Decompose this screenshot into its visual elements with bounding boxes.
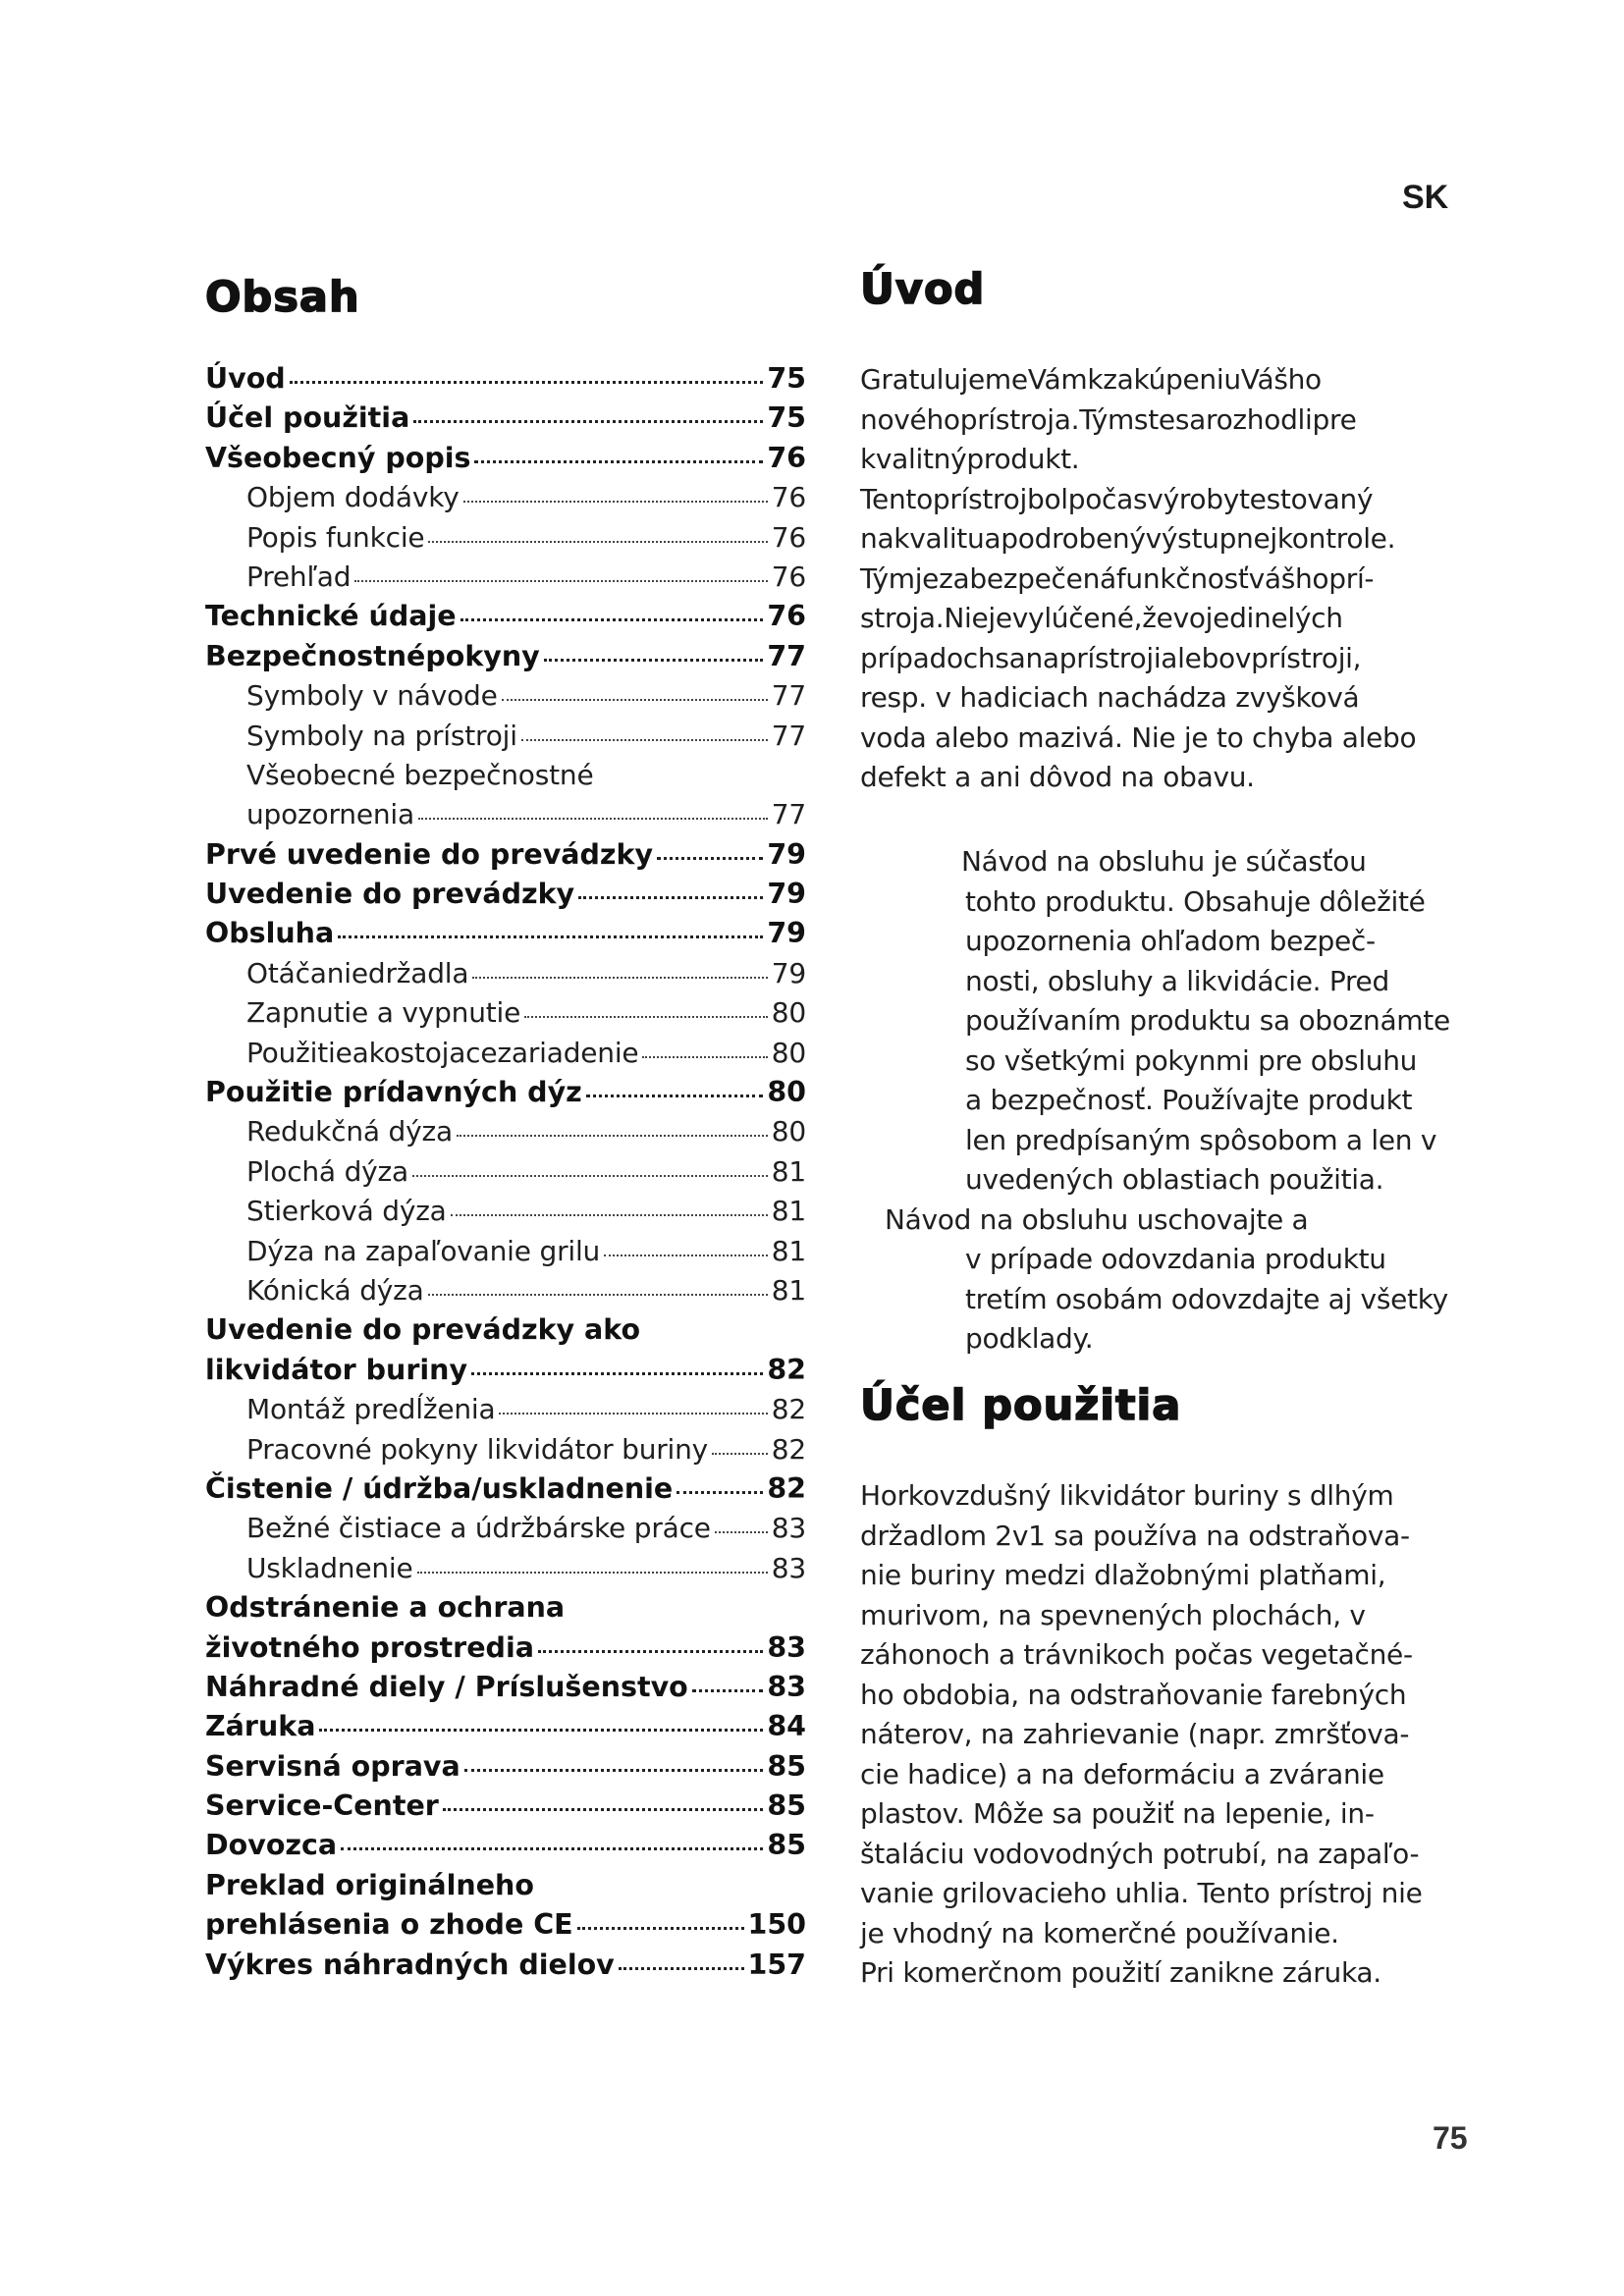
toc-subentry xyxy=(205,558,806,597)
toc-entry xyxy=(205,1787,806,1826)
toc-page-number: 76 xyxy=(767,600,806,633)
toc-page-number: 80 xyxy=(771,1115,806,1148)
toc-page-number: 150 xyxy=(747,1908,806,1942)
text-line: a bezpečnosť. Používajte produkt xyxy=(965,1084,1413,1116)
manual-notice-paragraph xyxy=(860,842,1450,1360)
toc-subentry xyxy=(205,1034,806,1073)
dot-leader xyxy=(474,460,763,463)
toc-entry-title: Záruka xyxy=(205,1710,316,1743)
text-line: Týmjezabezpečenáfunkčnosťvášhoprí- xyxy=(860,561,1375,595)
toc-entry xyxy=(205,1707,806,1746)
text-line: cie hadice) a na deformáciu a zváranie xyxy=(860,1757,1384,1790)
text-line: ho obdobia, na odstraňovanie farebných xyxy=(860,1678,1407,1711)
toc-subentry xyxy=(205,993,806,1033)
purpose-heading: Účel použitia xyxy=(860,1381,1182,1430)
toc-page-number: 84 xyxy=(767,1710,806,1743)
toc-entry-title: Service-Center xyxy=(205,1789,439,1823)
dot-leader xyxy=(577,1927,744,1930)
dot-leader xyxy=(412,1175,768,1177)
text-line: novéhoprístroja.Týmstesarozhodlipre xyxy=(860,402,1357,436)
toc-entry xyxy=(205,1073,806,1112)
toc-page-number: 76 xyxy=(771,481,806,514)
dot-leader xyxy=(499,1413,767,1415)
toc-page-number: 75 xyxy=(767,362,806,395)
toc-entry-title: Popis funkcie xyxy=(246,520,425,554)
toc-entry-title: Všeobecný popis xyxy=(205,441,471,474)
text-line: štaláciu vodovodných potrubí, na zapaľo- xyxy=(860,1837,1420,1870)
toc-page-number: 80 xyxy=(771,996,806,1030)
dot-leader xyxy=(521,739,768,741)
text-line: plastov. Môže sa použiť na lepenie, in- xyxy=(860,1797,1375,1830)
toc-heading: Obsah xyxy=(205,273,360,322)
toc-entry-title: Objem dodávky xyxy=(246,481,460,514)
dot-leader xyxy=(451,1214,768,1216)
toc-page-number: 82 xyxy=(771,1432,806,1466)
dot-leader xyxy=(642,1056,767,1058)
dot-leader xyxy=(471,1372,763,1375)
toc-entry xyxy=(205,359,806,399)
toc-entry-title: prehlásenia o zhode CE xyxy=(205,1908,573,1942)
toc-entry-title: Symboly v návode xyxy=(246,679,498,713)
text-line: so všetkými pokynmi pre obsluhu xyxy=(965,1043,1418,1077)
toc-subentry xyxy=(205,478,806,517)
toc-entry-title: Otáčaniedržadla xyxy=(246,956,469,989)
toc-entry-title: Dýza na zapaľovanie grilu xyxy=(246,1234,601,1267)
text-line: vanie grilovacieho uhlia. Tento prístroj nie xyxy=(860,1877,1423,1909)
toc-page-number: 83 xyxy=(771,1551,806,1584)
text-line: prípadochsanaprístrojialebovprístroji, xyxy=(860,641,1362,674)
toc-page-number: 83 xyxy=(767,1630,806,1664)
text-line: murivom, na spevnených plochách, v xyxy=(860,1598,1366,1631)
toc-page-number: 77 xyxy=(767,639,806,672)
dot-leader xyxy=(354,580,767,582)
text-line: uvedených oblastiach použitia. xyxy=(965,1163,1384,1196)
intro-heading: Úvod xyxy=(860,265,986,314)
text-line: resp. v hadiciach nachádza zvyšková xyxy=(860,681,1360,714)
dot-leader xyxy=(319,1729,763,1732)
toc-entry-title: Použitieakostojacezariadenie xyxy=(246,1036,639,1069)
toc-subentry xyxy=(205,1390,806,1429)
text-line: v prípade odovzdania produktu xyxy=(965,1243,1386,1275)
toc-entry xyxy=(205,1866,806,1905)
text-line: tretím osobám odovzdajte aj všetky xyxy=(965,1282,1448,1315)
text-line: tohto produktu. Obsahuje dôležité xyxy=(965,884,1426,918)
toc-page-number: 77 xyxy=(771,798,806,831)
toc-page-number: 157 xyxy=(747,1948,806,1981)
dot-leader xyxy=(538,1650,763,1653)
dot-leader xyxy=(586,1095,764,1097)
dot-leader xyxy=(677,1491,763,1494)
toc-page-number: 85 xyxy=(767,1749,806,1783)
toc-subentry xyxy=(205,717,806,756)
toc-entry xyxy=(205,914,806,953)
dot-leader xyxy=(472,977,767,979)
toc-entry xyxy=(205,875,806,914)
toc-page-number: 81 xyxy=(771,1195,806,1228)
text-line: používaním produktu sa oboznámte xyxy=(965,1004,1450,1037)
text-line: defekt a ani dôvod na obavu. xyxy=(860,761,1255,793)
dot-leader xyxy=(544,659,764,662)
dot-leader xyxy=(338,935,763,938)
text-line: GratulujemeVámkzakúpeniuVášho xyxy=(860,363,1322,396)
toc-subentry xyxy=(205,1271,806,1310)
toc-subentry xyxy=(205,1549,806,1588)
toc-entry-title: Obsluha xyxy=(205,917,335,950)
toc-entry-title: Odstránenie a ochrana xyxy=(205,1591,566,1625)
toc-entry xyxy=(205,1826,806,1865)
toc-subentry xyxy=(205,1192,806,1231)
toc-subentry xyxy=(205,795,806,834)
toc-page-number: 81 xyxy=(771,1234,806,1267)
toc-page-number: 82 xyxy=(767,1353,806,1386)
text-line: stroja.Niejevylúčené,ževojedinelých xyxy=(860,602,1343,634)
toc-entry-title: Dovozca xyxy=(205,1829,338,1862)
toc-entry xyxy=(205,835,806,875)
page-number: 75 xyxy=(1433,2120,1468,2156)
toc-page-number: 81 xyxy=(771,1273,806,1307)
toc-entry-title: Použitie prídavných dýz xyxy=(205,1076,582,1109)
text-line: je vhodný na komerčné používanie. xyxy=(860,1916,1339,1949)
toc-entry xyxy=(205,439,806,478)
toc-entry xyxy=(205,1946,806,1985)
toc-subentry xyxy=(205,676,806,716)
toc-entry xyxy=(205,1747,806,1787)
toc-subentry xyxy=(205,518,806,558)
table-of-contents xyxy=(205,359,806,1985)
toc-page-number: 83 xyxy=(771,1512,806,1545)
toc-entry-title: Redukčná dýza xyxy=(246,1115,453,1148)
toc-entry xyxy=(205,1668,806,1707)
toc-page-number: 77 xyxy=(771,719,806,752)
toc-entry-title: Preklad originálneho xyxy=(205,1868,534,1901)
toc-entry xyxy=(205,597,806,636)
toc-subentry xyxy=(205,1430,806,1469)
toc-entry-title: likvidátor buriny xyxy=(205,1353,468,1386)
toc-entry xyxy=(205,637,806,676)
toc-entry-title: Montáž predĺženia xyxy=(246,1393,496,1426)
toc-entry-title: upozornenia xyxy=(246,798,414,831)
toc-entry xyxy=(205,1310,806,1350)
dot-leader xyxy=(712,1453,768,1455)
toc-entry-title: Uvedenie do prevádzky ako xyxy=(205,1313,641,1347)
toc-entry-title: Výkres náhradných dielov xyxy=(205,1948,615,1981)
toc-page-number: 82 xyxy=(771,1393,806,1426)
text-line: Návod na obsluhu je súčasťou xyxy=(961,845,1367,878)
dot-leader xyxy=(524,1016,768,1018)
toc-page-number: 77 xyxy=(771,679,806,713)
toc-entry-title: Servisná oprava xyxy=(205,1749,460,1783)
toc-entry-title: Pracovné pokyny likvidátor buriny xyxy=(246,1432,709,1466)
dot-leader xyxy=(463,501,768,503)
dot-leader xyxy=(428,541,767,543)
toc-subentry xyxy=(205,1232,806,1271)
toc-entry-title: Náhradné diely / Príslušenstvo xyxy=(205,1670,688,1703)
toc-page-number: 85 xyxy=(767,1829,806,1862)
toc-subentry xyxy=(205,756,806,795)
dot-leader xyxy=(692,1689,764,1692)
text-line: nie buriny medzi dlažobnými platňami, xyxy=(860,1559,1386,1591)
toc-entry xyxy=(205,1469,806,1509)
toc-entry xyxy=(205,1629,806,1668)
text-line: záhonoch a trávnikoch počas vegetačné- xyxy=(860,1638,1413,1671)
text-line: upozornenia ohľadom bezpeč- xyxy=(965,925,1376,957)
toc-page-number: 79 xyxy=(767,917,806,950)
toc-entry-title: Zapnutie a vypnutie xyxy=(246,996,521,1030)
toc-entry-title: Čistenie / údržba/uskladnenie xyxy=(205,1471,674,1505)
dot-leader xyxy=(578,896,763,899)
dot-leader xyxy=(619,1967,744,1970)
text-line: nakvalituapodrobenývýstupnejkontrole. xyxy=(860,522,1396,555)
text-line: náterov, na zahrievanie (napr. zmršťova- xyxy=(860,1718,1410,1750)
toc-page-number: 80 xyxy=(771,1036,806,1069)
dot-leader xyxy=(502,699,768,701)
toc-page-number: 81 xyxy=(771,1154,806,1188)
language-code: SK xyxy=(1402,179,1449,216)
toc-page-number: 85 xyxy=(767,1789,806,1823)
dot-leader xyxy=(715,1531,768,1533)
toc-subentry xyxy=(205,1152,806,1192)
text-line: Návod na obsluhu uschovajte a xyxy=(885,1202,1309,1236)
toc-entry-title: Symboly na prístroji xyxy=(246,719,517,752)
text-line: Horkovzdušný likvidátor buriny s dlhým xyxy=(860,1479,1394,1512)
toc-page-number: 76 xyxy=(771,520,806,554)
dot-leader xyxy=(464,1769,764,1772)
toc-subentry xyxy=(205,1509,806,1548)
toc-entry-title: Úvod xyxy=(205,362,286,395)
dot-leader xyxy=(443,1808,763,1811)
toc-entry-title: Prehľad xyxy=(246,560,352,593)
toc-entry xyxy=(205,1351,806,1390)
text-line: Tentoprístrojbolpočasvýrobytestovaný xyxy=(860,482,1374,515)
toc-page-number: 76 xyxy=(767,441,806,474)
toc-entry-title: Stierková dýza xyxy=(246,1195,447,1228)
purpose-paragraph xyxy=(860,1476,1423,1994)
toc-page-number: 82 xyxy=(767,1471,806,1505)
dot-leader xyxy=(418,818,768,820)
toc-page-number: 75 xyxy=(767,401,806,435)
toc-entry-title: Kónická dýza xyxy=(246,1273,424,1307)
toc-entry-title: životného prostredia xyxy=(205,1630,534,1664)
dot-leader xyxy=(604,1255,768,1256)
toc-entry-title: Plochá dýza xyxy=(246,1154,408,1188)
text-line: Pri komerčnom použití zanikne záruka. xyxy=(860,1956,1381,1989)
text-line: podklady. xyxy=(965,1322,1094,1355)
toc-page-number: 76 xyxy=(771,560,806,593)
toc-entry-title: Všeobecné bezpečnostné xyxy=(246,758,594,791)
text-line: len predpísaným spôsobom a len v xyxy=(965,1123,1437,1156)
toc-entry-title: Bežné čistiace a údržbárske práce xyxy=(246,1512,711,1545)
toc-entry xyxy=(205,1905,806,1945)
text-line: nosti, obsluhy a likvidácie. Pred xyxy=(965,964,1389,997)
dot-leader xyxy=(460,618,764,621)
toc-entry xyxy=(205,1588,806,1628)
toc-entry-title: Technické údaje xyxy=(205,600,457,633)
toc-entry-title: Uvedenie do prevádzky xyxy=(205,878,575,911)
toc-page-number: 79 xyxy=(771,956,806,989)
toc-entry xyxy=(205,399,806,438)
toc-page-number: 80 xyxy=(767,1076,806,1109)
toc-entry-title: Prvé uvedenie do prevádzky xyxy=(205,837,654,871)
toc-page-number: 83 xyxy=(767,1670,806,1703)
toc-page-number: 79 xyxy=(767,837,806,871)
toc-subentry xyxy=(205,954,806,993)
dot-leader xyxy=(341,1847,763,1850)
text-line: kvalitnýprodukt. xyxy=(860,443,1080,475)
intro-paragraph xyxy=(860,360,1416,798)
dot-leader xyxy=(457,1135,768,1137)
dot-leader xyxy=(657,857,763,860)
text-line: držadlom 2v1 sa používa na odstraňova- xyxy=(860,1519,1410,1552)
toc-entry-title: Účel použitia xyxy=(205,401,410,435)
dot-leader xyxy=(417,1572,768,1574)
toc-subentry xyxy=(205,1112,806,1151)
text-line: voda alebo mazivá. Nie je to chyba alebo xyxy=(860,721,1417,754)
toc-page-number: 79 xyxy=(767,878,806,911)
toc-entry-title: Uskladnenie xyxy=(246,1551,413,1584)
dot-leader xyxy=(413,420,763,423)
dot-leader xyxy=(428,1294,768,1296)
dot-leader xyxy=(290,381,764,384)
toc-entry-title: Bezpečnostnépokyny xyxy=(205,639,540,672)
